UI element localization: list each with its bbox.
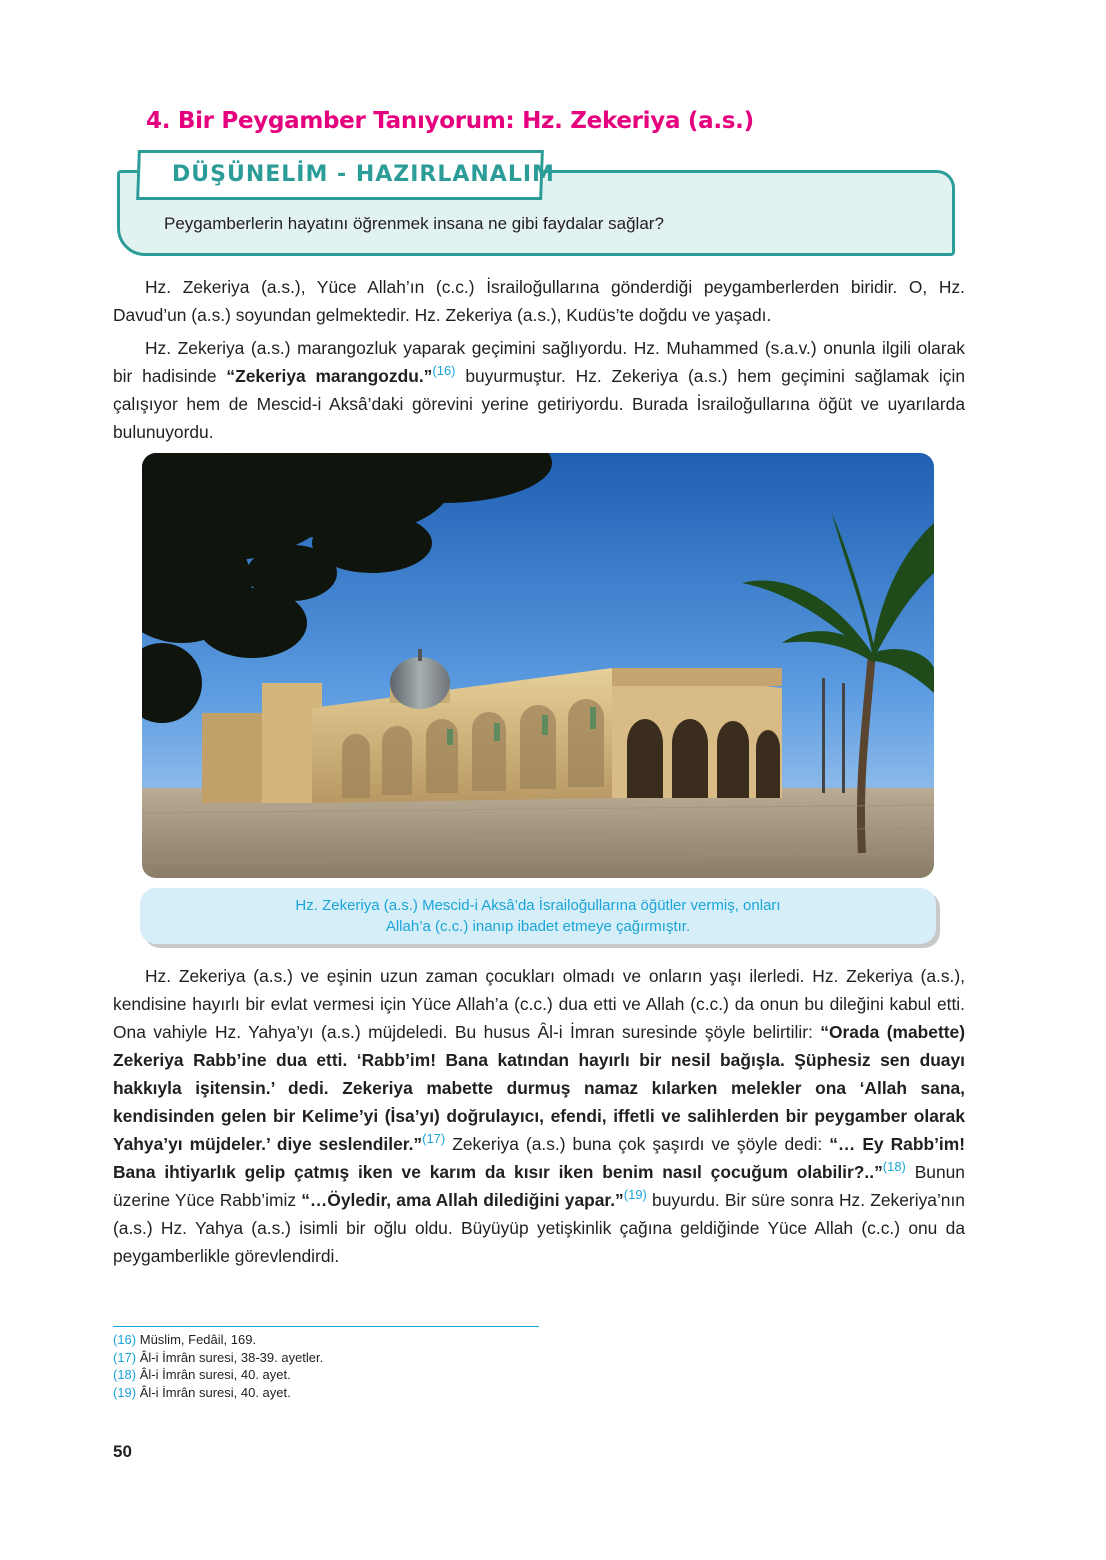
section-title: 4. Bir Peygamber Tanıyorum: Hz. Zekeriya (a.s.) [146,108,754,134]
footnote-ref-18: (18) [882,1159,906,1174]
footnote-number: (17) [113,1349,137,1365]
caption-line-1: Hz. Zekeriya (a.s.) Mescid-i Aksâ’da İsrailoğullarına öğütler vermiş, onları [295,897,781,914]
hadith-quote: “Zekeriya marangozdu.” [226,366,433,386]
ayet-quote-2: “… Ey Rabb’im! Bana ihtiyarlık gelip çatmış iken ve karım da kısır iken benim nasıl çocuğum olabilir?..” [113,1134,965,1182]
footnote-ref-17: (17) [422,1131,446,1146]
footnote-19 [113,1384,323,1402]
ayet-quote-1: “Orada (mabette) Zekeriya Rabb’ine dua etti. ‘Rabb’im! Bana katından hayırlı bir nesil bağışla. Şüphesiz sen duayı hakkıyla işitensin.’ dedi. Zekeriya mabette durmuş namaz kılarken melekler ona ‘Allah sana, kendisinden gelen bir Kelime’yi (İsa’yı) doğrulayıcı, efendi, iffetli ve salihlerden bir peygamber olarak Yahya’yı müjdeler.’ diye seslendiler.” [113,1022,965,1154]
photo-caption [140,895,936,937]
footnote-number: (16) [113,1332,137,1347]
think-box-heading: DÜŞÜNELİM - HAZIRLANALIM [172,162,555,187]
footnote-text: Âl-i İmrân suresi, 40. ayet. [136,1367,291,1382]
caption-line-2: Allah’a (c.c.) inanıp ibadet etmeye çağırmıştır. [385,918,691,935]
footnote-18 [113,1366,323,1384]
footnote-text: Âl-i İmrân suresi, 40. ayet. [136,1384,291,1400]
footnote-number: (18) [113,1367,137,1382]
paragraph-3-text-d: buyurdu. Bir süre sonra Hz. Zekeriya’nın (a.s.) Hz. Yahya (a.s.) isimli bir oğlu oldu. Büyüyüp yetişkinlik çağına geldiğinde Yüce Allah (c.c.) onu da peygamberlikle görevlendirdi. [113,1190,965,1266]
footnotes [113,1331,323,1401]
footnote-text: Müslim, Fedâil, 169. [136,1332,257,1347]
paragraph-1: Hz. Zekeriya (a.s.), Yüce Allah’ın (c.c.) İsrailoğullarına gönderdiği peygamberlerden biridir. O, Hz. Davud’un (a.s.) soyundan gelmektedir. Hz. Zekeriya (a.s.), Kudüs’te doğdu ve yaşadı. [113,277,965,325]
paragraph-3-text-a: Hz. Zekeriya (a.s.) ve eşinin uzun zaman çocukları olmadı ve onların yaşı ilerledi. Hz. Zekeriya (a.s.), kendisine hayırlı bir evlat vermesi için Yüce Allah’a (c.c.) dua etti ve Allah (c.c.) da onun bu dileğini kabul etti. Ona vahiyle Hz. Yahya’yı (a.s.) müjdeledi. Bu husus Âl-i İmran suresinde şöyle belirtilir: [113,966,965,1042]
footnote-text: Âl-i İmrân suresi, 38-39. ayetler. [136,1349,324,1365]
mosque-photo [142,453,934,878]
paragraph-2-text-b: buyurmuştur. Hz. Zekeriya (a.s.) hem geçimini sağlamak için çalışıyor hem de Mescid-i Aksâ’daki görevini yerine getiriyordu. Burada İsrailoğullarına öğüt ve uyarılarda bulunuyordu. [113,366,965,442]
paragraph-3 [113,962,965,1270]
page-number: 50 [113,1442,132,1461]
footnote-divider [113,1326,539,1327]
footnote-ref-16: (16) [432,363,456,378]
paragraph-2 [113,334,965,446]
think-box-question: Peygamberlerin hayatını öğrenmek insana ne gibi faydalar sağlar? [164,214,664,233]
footnote-16 [113,1331,323,1349]
paragraph-2-text-a: Hz. Zekeriya (a.s.) marangozluk yaparak geçimini sağlıyordu. Hz. Muhammed (s.a.v.) onunla ilgili olarak bir hadisinde [113,338,965,386]
ayet-quote-3: “…Öyledir, ama Allah dilediğini yapar.” [301,1190,624,1210]
footnote-17 [113,1349,323,1367]
footnote-number: (19) [113,1384,137,1400]
footnote-ref-19: (19) [623,1187,647,1202]
paragraph-3-text-c: Bunun üzerine Yüce Rabb’imiz [113,1162,965,1210]
paragraph-3-text-b: Zekeriya (a.s.) buna çok şaşırdı ve şöyle dedi: [445,1134,830,1154]
